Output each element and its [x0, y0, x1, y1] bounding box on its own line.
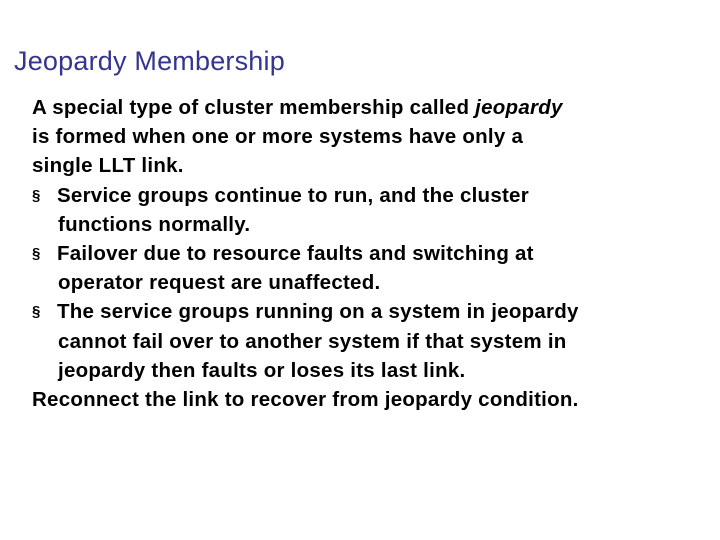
bullet-1 — [32, 181, 712, 210]
bullet-3-continuation-1: cannot fail over to another system if that system in — [58, 329, 567, 353]
intro-text: A special type of cluster membership called — [32, 96, 476, 119]
bullet-1-continuation: functions normally. — [58, 212, 251, 236]
bullet-2 — [32, 239, 712, 268]
bullet-marker-icon: § — [32, 244, 41, 262]
bullet-2-continuation: operator request are unaffected. — [58, 271, 381, 295]
slide-body — [32, 93, 712, 414]
bullet-marker-icon: § — [32, 186, 41, 204]
bullet-text: Failover due to resource faults and switching at — [57, 241, 534, 265]
slide-title: Jeopardy Membership — [14, 46, 285, 76]
intro-emphasis: jeopardy — [475, 96, 563, 119]
bullet-text: Service groups continue to run, and the cluster — [57, 183, 529, 207]
bullet-marker-icon: § — [32, 303, 41, 321]
intro-line-1 — [32, 93, 712, 122]
bullet-text: The service groups running on a system in jeopardy — [57, 300, 579, 324]
intro-line-3: single LLT link. — [32, 154, 184, 178]
bullet-3 — [32, 297, 712, 326]
bullet-3-continuation-2: jeopardy then faults or loses its last link. — [58, 358, 466, 382]
closing-line: Reconnect the link to recover from jeopardy condition. — [32, 387, 579, 411]
intro-line-2: is formed when one or more systems have only a — [32, 125, 524, 149]
